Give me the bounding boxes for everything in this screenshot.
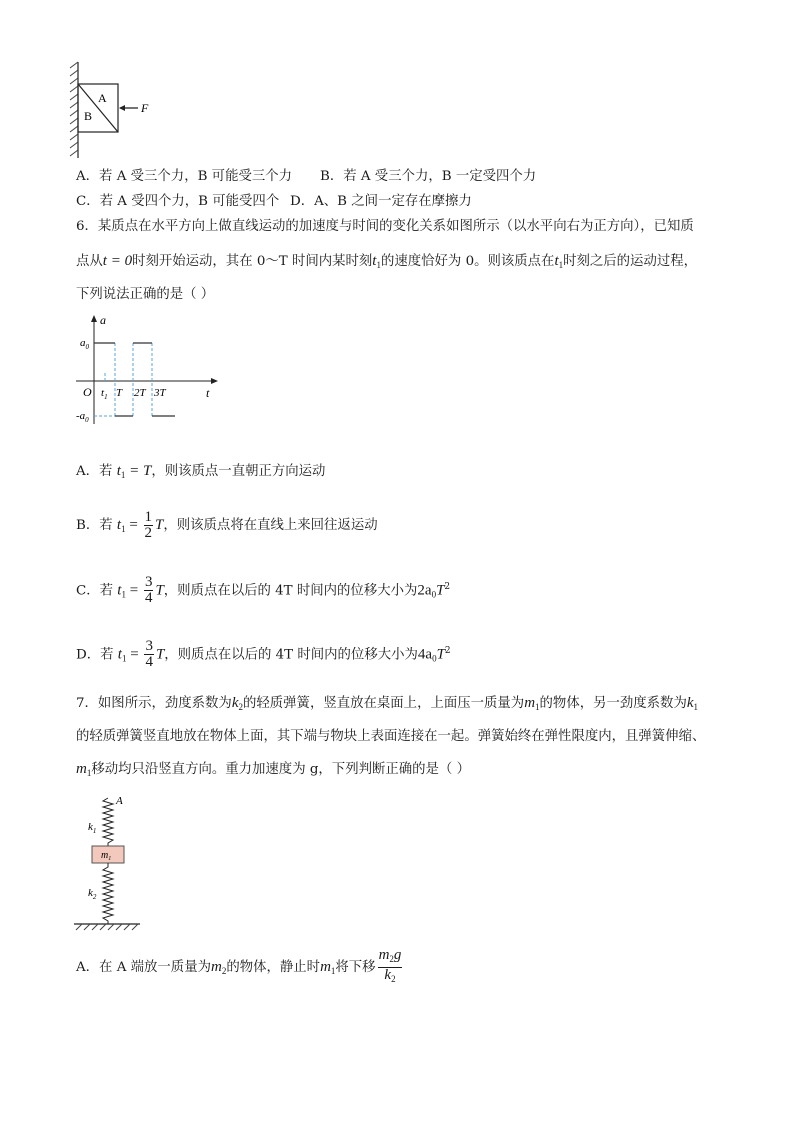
q7-stem-line3: $m_1$移动均只沿竖直方向。重力加速度为 g，下列判断正确的是（ ） bbox=[76, 761, 470, 778]
block-b-label: B bbox=[84, 109, 93, 123]
q6-option-b: B．若 $t_1$ = $\frac{1}{2}$ T，则该质点将在直线上来回往返运动 bbox=[76, 509, 378, 541]
acceleration-time-graph bbox=[72, 312, 232, 430]
q6-option-c: C．若 $t_1$ = $\frac{3}{4}$ T，则质点在以后的 4T 时间内的位移大小为$2a_0T^2$ bbox=[76, 574, 451, 607]
graph-tick-T: T bbox=[116, 387, 123, 399]
q7-stem-line2: 的轻质弹簧竖直地放在物体上面，其下端与物块上表面连接在一起。弹簧始终在弹性限度内，且弹簧伸缩、 bbox=[76, 729, 706, 744]
q6-stem-line3: 下列说法正确的是（ ） bbox=[76, 287, 215, 302]
graph-a0-label: $a_0$ bbox=[80, 337, 89, 351]
force-f-label: F bbox=[141, 101, 149, 115]
q5-option-a: A．若 A 受三个力，B 可能受三个力 bbox=[76, 169, 293, 184]
fraction-three-quarters: $\frac{3}{4}$ bbox=[145, 638, 153, 671]
spring-k2-label: $k_2$ bbox=[88, 887, 97, 901]
block-a-label: A bbox=[98, 91, 107, 105]
graph-tick-3T: 3T bbox=[154, 387, 166, 399]
q6-stem-line2: 点从t = 0时刻开始运动，其在 0～T 时间内某时刻$t_1$的速度恰好为 0。则该质点在$t_1$时刻之后的运动过程， bbox=[76, 253, 698, 270]
block-m1-label: $m_1$ bbox=[101, 850, 112, 862]
q6-option-d: D．若 $t_1$ = $\frac{3}{4}$ T，则质点在以后的 4T 时间内的位移大小为$4a_0T^2$ bbox=[76, 638, 451, 671]
graph-tick-t1: $t_1$ bbox=[101, 387, 108, 401]
wall-blocks-figure bbox=[66, 60, 166, 160]
q5-option-d: D．A、B 之间一定存在摩擦力 bbox=[290, 194, 472, 209]
fraction-three-quarters: $\frac{3}{4}$ bbox=[144, 574, 153, 607]
q7-option-a: A．在 A 端放一质量为$m_2$的物体，静止时$m_1$将下移 $\frac{m_2g}{k_2}$ bbox=[76, 948, 404, 982]
graph-neg-a0-label: $-a_0$ bbox=[76, 410, 89, 424]
spring-top-label: A bbox=[116, 795, 123, 807]
spring-block-figure bbox=[70, 792, 150, 932]
graph-tick-2T: 2T bbox=[134, 387, 146, 399]
graph-x-axis-label: t bbox=[206, 386, 210, 400]
q6-option-a: A．若 $t_1 = T$，则该质点一直朝正方向运动 bbox=[76, 463, 326, 480]
graph-origin-label: O bbox=[83, 385, 92, 399]
fraction-m2g-over-k2: $\frac{m_2g}{k_2}$ bbox=[378, 948, 403, 987]
q7-stem-line1: 7．如图所示，劲度系数为$k_2$的轻质弹簧，竖直放在桌面上，上面压一质量为$m_1$的物体，另一劲度系数为$k_1$ bbox=[76, 695, 699, 712]
q6-stem-line1: 6．某质点在水平方向上做直线运动的加速度与时间的变化关系如图所示（以水平向右为正方向），已知质 bbox=[76, 219, 694, 234]
q5-option-b: B．若 A 受三个力，B 一定受四个力 bbox=[320, 169, 537, 184]
spring-k1-label: $k_1$ bbox=[88, 821, 97, 835]
fraction-half: $\frac{1}{2}$ bbox=[144, 509, 153, 541]
graph-y-axis-label: a bbox=[100, 313, 106, 327]
q5-option-c: C．若 A 受四个力，B 可能受四个 bbox=[76, 194, 280, 209]
